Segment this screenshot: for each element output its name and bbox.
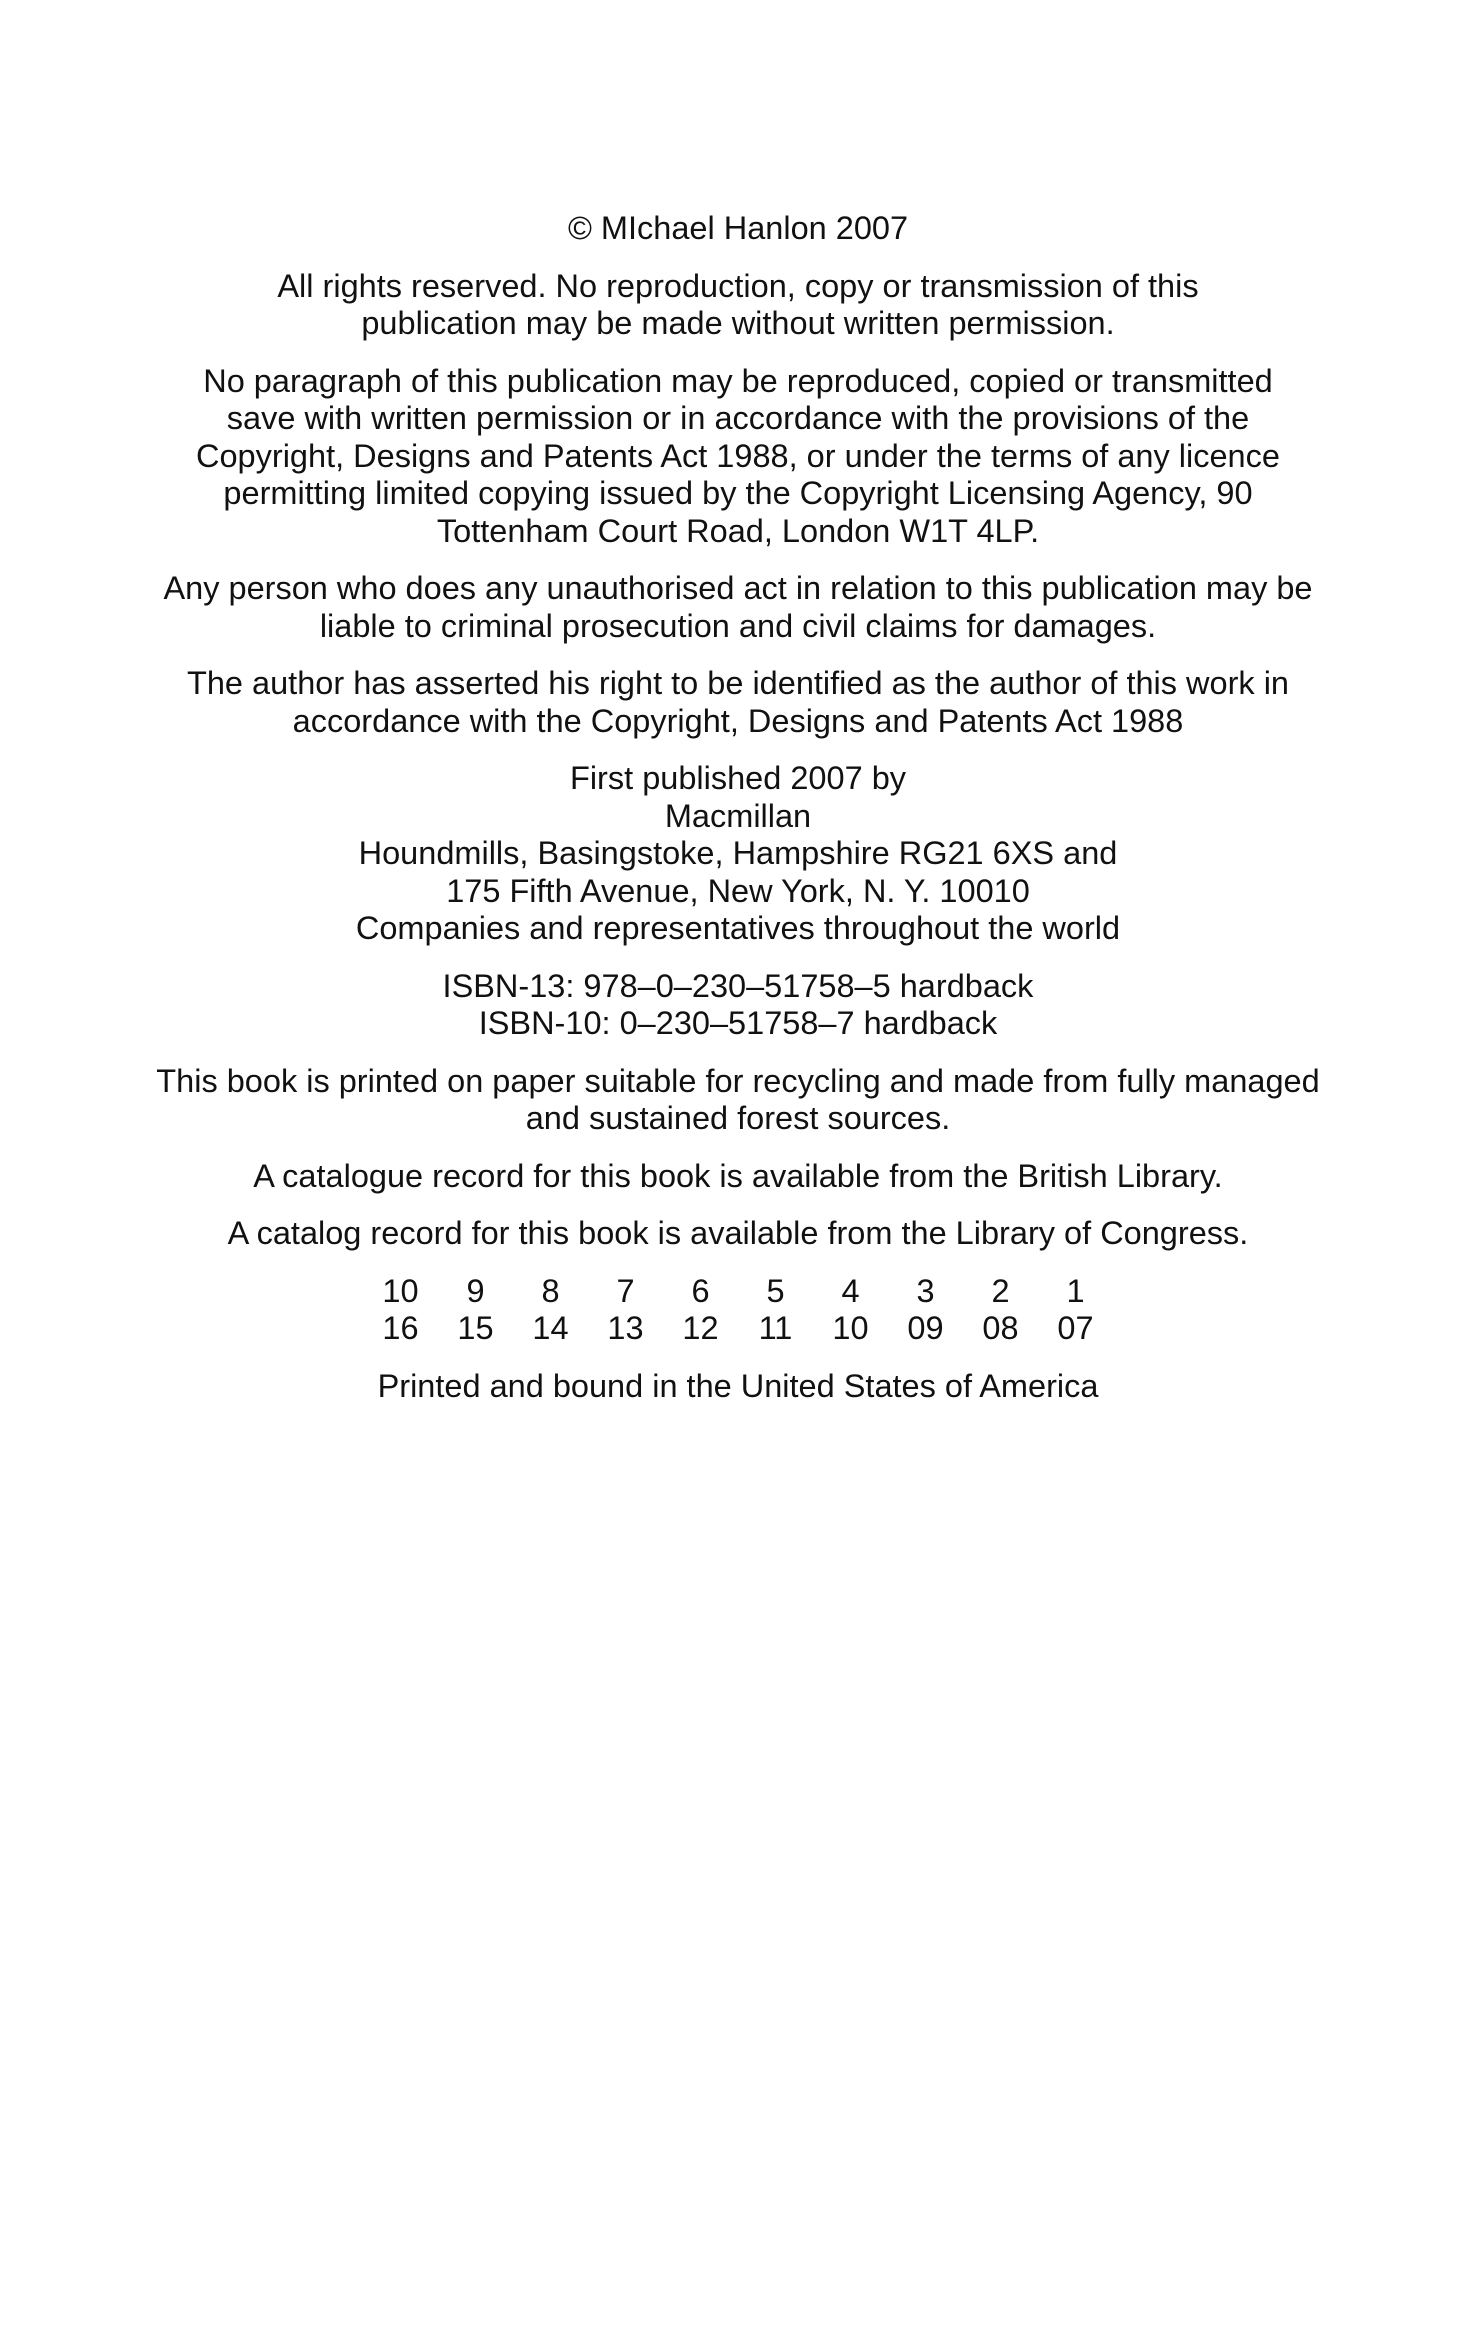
year-number: 12 <box>682 1310 719 1346</box>
printed-in-notice <box>0 1368 1476 1406</box>
text-line: This book is printed on paper suitable for recycling and made from fully managed <box>156 1062 1320 1099</box>
printing-number: 9 <box>466 1272 485 1309</box>
year-number: 16 <box>382 1310 419 1346</box>
publisher-address: 175 Fifth Avenue, New York, N. Y. 10010 <box>446 872 1030 909</box>
text-line: A catalog record for this book is available from the Library of Congress. <box>227 1215 1249 1251</box>
text-line: Copyright, Designs and Patents Act 1988, or under the terms of any licence <box>196 437 1280 474</box>
copyright-page <box>0 210 1476 1425</box>
no-paragraph-notice <box>0 363 1476 551</box>
year-number-row <box>0 1310 1476 1348</box>
text-line: publication may be made without written permission. <box>361 305 1115 341</box>
printing-number-row <box>0 1273 1476 1311</box>
text-line: Any person who does any unauthorised act in relation to this publication may be <box>163 570 1313 606</box>
printing-number: 1 <box>1066 1272 1085 1309</box>
text-line: A catalogue record for this book is available from the British Library. <box>253 1157 1223 1194</box>
isbn-13: ISBN-13: 978–0–230–51758–5 hardback <box>442 967 1034 1004</box>
copyright-line: © MIchael Hanlon 2007 <box>567 210 909 246</box>
text-line: Companies and representatives throughout the world <box>355 910 1121 946</box>
text-line: Tottenham Court Road, London W1T 4LP. <box>436 512 1040 549</box>
text-line: All rights reserved. No reproduction, copy or transmission of this <box>277 267 1199 304</box>
publisher-details <box>0 760 1476 948</box>
paper-notice <box>0 1063 1476 1138</box>
rights-reserved-paragraph <box>0 268 1476 343</box>
text-line: First published 2007 by <box>569 760 907 796</box>
year-number: 07 <box>1057 1310 1094 1346</box>
text-line: accordance with the Copyright, Designs and Patents Act 1988 <box>292 702 1184 739</box>
printing-number: 2 <box>991 1272 1010 1309</box>
isbn-10: ISBN-10: 0–230–51758–7 hardback <box>478 1005 998 1041</box>
year-number: 14 <box>532 1310 569 1346</box>
british-library-notice <box>0 1158 1476 1196</box>
text-line: and sustained forest sources. <box>525 1100 951 1136</box>
publisher-name: Macmillan <box>664 797 812 834</box>
library-of-congress-notice <box>0 1215 1476 1253</box>
year-number: 10 <box>832 1310 869 1346</box>
text-line: liable to criminal prosecution and civil claims for damages. <box>319 607 1157 644</box>
year-number: 13 <box>607 1310 644 1346</box>
printing-number: 6 <box>691 1272 710 1309</box>
printing-number: 4 <box>841 1272 860 1309</box>
unauthorised-act-notice <box>0 570 1476 645</box>
printing-number: 8 <box>541 1272 560 1309</box>
year-number: 08 <box>982 1310 1019 1346</box>
year-number: 11 <box>758 1310 793 1346</box>
printing-number: 7 <box>616 1272 635 1309</box>
text-line: No paragraph of this publication may be reproduced, copied or transmitted <box>203 362 1273 399</box>
text-line: Printed and bound in the United States of America <box>377 1367 1099 1404</box>
year-number: 15 <box>457 1310 494 1346</box>
text-line: permitting limited copying issued by the Copyright Licensing Agency, 90 <box>223 475 1253 511</box>
publisher-address: Houndmills, Basingstoke, Hampshire RG21 6XS and <box>358 835 1118 871</box>
printing-number: 5 <box>766 1272 785 1309</box>
text-line: save with written permission or in accordance with the provisions of the <box>226 400 1250 436</box>
printing-line-block <box>0 1273 1476 1348</box>
author-rights-notice <box>0 665 1476 740</box>
printing-number: 10 <box>382 1272 419 1309</box>
isbn-block <box>0 968 1476 1043</box>
year-number: 09 <box>907 1310 944 1346</box>
printing-number: 3 <box>916 1272 935 1309</box>
copyright-notice <box>0 210 1476 248</box>
text-line: The author has asserted his right to be identified as the author of this work in <box>186 665 1290 701</box>
